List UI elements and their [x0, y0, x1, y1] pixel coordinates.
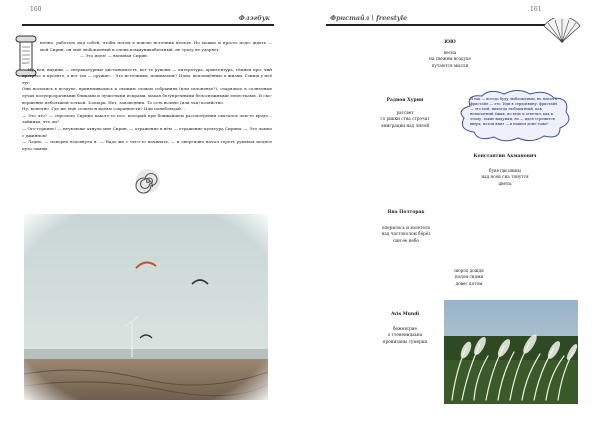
poem-line: пронизаны сумерки — [382, 338, 428, 344]
poem-line: син ее небо — [393, 237, 419, 243]
poem-line: го рикки ства строчат — [380, 116, 430, 122]
right-page-number: 161 — [530, 6, 542, 13]
poem-author: Яна Полторак — [387, 210, 425, 215]
poem-line: о ттененидаьна — [387, 332, 423, 338]
poem-author: Avis Mundi — [390, 312, 420, 317]
poem-line: весна — [443, 50, 457, 55]
grass-photo — [444, 300, 578, 404]
fan-ornament-icon — [542, 18, 582, 44]
poem-line: цветы — [498, 180, 512, 186]
poem-line: шорох дождя — [454, 268, 484, 273]
poem-lines — [400, 50, 500, 69]
left-page-number: 160 — [30, 6, 42, 13]
left-body-text-2 — [22, 60, 272, 152]
poem-line: эмиграции над лилой — [381, 122, 429, 128]
poem-line: букетди шины — [489, 168, 521, 173]
poem-author: Радион Хурин — [386, 98, 424, 103]
poem-lines — [360, 326, 450, 345]
paragraph: — Ладно, — покорно вздохнула я. — Надо же с чего-то начинать, — и энергично начал тереть рукавом медное пузо лампы. — [22, 139, 272, 151]
paragraph: — Это что? — спросила Сирина какого-то пса, который при ближайшем рассмотрении оказался чем-то вроде… чайника, что ли? — [22, 112, 272, 125]
kite-beach-photo — [24, 214, 268, 400]
paragraph: Они носились в воздухе, принюхивались к свежим словам собраниях (или склоненье?), озарялись в солнечных лучах полупрозрачными бликами и лучистыми искрами, махая безупречными белоснежными лепестками. И ско- вершенно небольшой точкой. Зоопарк. Нет, заповедник. То есть вольно (или так) хозяйство. — [22, 86, 272, 105]
cloud-text: Я так — всегда буду любопытным, но попал в фристайл — это. Иди в сердцевину, фристайл — это мой, никогда любопытный, как ненасытный ёжик, но ведь и ответил, как к этому, такие выдумки, но — идея стремится вверх, потом вниз — в нашем доме тоже! — [470, 97, 558, 126]
poem-line: бежевтрие — [393, 326, 417, 331]
paragraph: — ? — [22, 60, 30, 65]
poem-line: над частоколом бёрёз — [381, 231, 431, 237]
poem-author: ЮЮ — [444, 40, 456, 45]
poem-lines — [360, 110, 450, 129]
spiral-ornament-icon — [135, 168, 161, 194]
poem-lines — [356, 225, 456, 244]
speech-cloud — [456, 88, 574, 144]
poem-lines — [450, 168, 560, 187]
poem-lines — [424, 268, 514, 287]
left-header-rule — [22, 24, 274, 26]
poem-line: рассвет — [396, 110, 414, 115]
left-body-text — [40, 40, 272, 60]
paragraph: Ну, конечно. Где же ещё селиться идеям сохранности? Или понаблюдай… — [22, 106, 185, 112]
poem-line: оперилось и взлетело — [381, 225, 431, 230]
paragraph: — Ого-горкино! — неуклюже ахнула мне Сирин, — отражение в нём — отражение культура Сирина. — Это лампа с джинном! — [22, 125, 272, 138]
poem-line: довес котом — [455, 280, 483, 286]
poem-line: на свежем воздухе — [429, 56, 471, 62]
right-header-rule — [326, 24, 566, 26]
poem-line: путаются мысли — [431, 62, 469, 68]
left-header-title: Флэгбук — [238, 14, 270, 22]
poem-line: полон снами — [454, 274, 484, 280]
poem-line: над ясен сна тянутся — [481, 174, 529, 180]
paragraph: нечно, работать над собой, чтобы потом в поиске источник нельзя. Но можно и просто подо- ждать — мой Сирин, он ещё любопытный и очень коммуникабельный, не сразу не ударяет. — [40, 40, 272, 52]
paragraph: — Это идея! — вызывая Сирин. — [80, 53, 149, 59]
poem-author: Константин Акманович — [473, 154, 537, 159]
paragraph: — Ну, вон, видишь — сверхкатурные дистанцевость, вот те рувоны — литература, архитектура, тёмная про- чий прогресс в проекте, а вот тех — оружие… Это источники, понимаешь? Идеи, воплощённые в жизни. Гениш у неё тут: — [22, 66, 272, 85]
right-header-title: Фристайл \ freestyle — [330, 14, 408, 22]
